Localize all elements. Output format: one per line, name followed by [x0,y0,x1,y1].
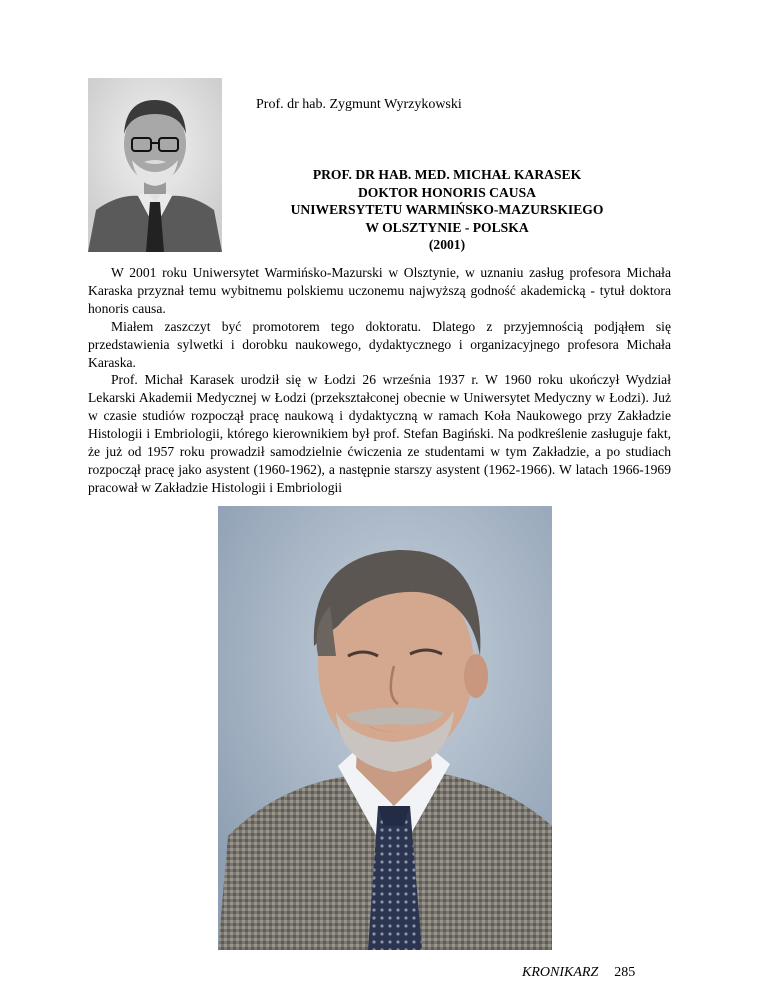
title-year: (2001) [428,237,466,253]
body-paragraph: Prof. Michał Karasek urodził się w Łodzi 26 września 1937 r. W 1960 roku ukończył Wydział Lekarski Akademii Medycznej w Łodzi (przekształconej obecnie w Uniwersytet Medyczny w Łodzi). Już w czasie studiów rozpoczął pracę naukową i dydaktyczną w ramach Koła Naukowego przy Zakładzie Histologii i Embriologii, którego kierownikiem był prof. Stefan Bagiński. Na podkreślenie zasługuje fakt, że już od 1957 roku prowadził samodzielnie ćwiczenia ze studentami w tym Zakładzie, a po studiach rozpoczął pracę jako asystent (1960-1962), a następnie starszy asystent (1962-1966). W latach 1966-1969 pracował w Zakładzie Histologii i Embriologii [88,372,671,495]
page-footer [522,965,682,981]
body-paragraph: Miałem zaszczyt być promotorem tego doktoratu. Dlatego z przyjemnością podjąłem się przedstawienia sylwetki i dorobku naukowego, dydaktycznego i organizacyjnego profesora Michała Karaska. [88,318,671,370]
title-line: UNIWERSYTETU WARMIŃSKO-MAZURSKIEGO [290,202,604,218]
title-line: PROF. DR HAB. MED. MICHAŁ KARASEK [312,167,582,182]
subject-photo [218,506,552,950]
article-body [88,264,671,497]
author-photo [88,78,222,252]
article-title [240,166,654,254]
page-number: 285 [614,965,636,980]
title-line: W OLSZTYNIE - POLSKA [365,219,529,235]
subject-portrait-image [218,506,552,950]
title-line: DOKTOR HONORIS CAUSA [357,184,536,200]
author-name: Prof. dr hab. Zygmunt Wyrzykowski [256,97,462,112]
author-portrait-image [88,78,222,252]
journal-name: KRONIKARZ [522,965,599,980]
body-paragraph: W 2001 roku Uniwersytet Warmińsko-Mazurski w Olsztynie, w uznaniu zasług profesora Michała Karaska przyznał temu wybitnemu polskiemu uczonemu najwyższą godność akademicką - tytuł doktora honoris causa. [88,265,671,316]
